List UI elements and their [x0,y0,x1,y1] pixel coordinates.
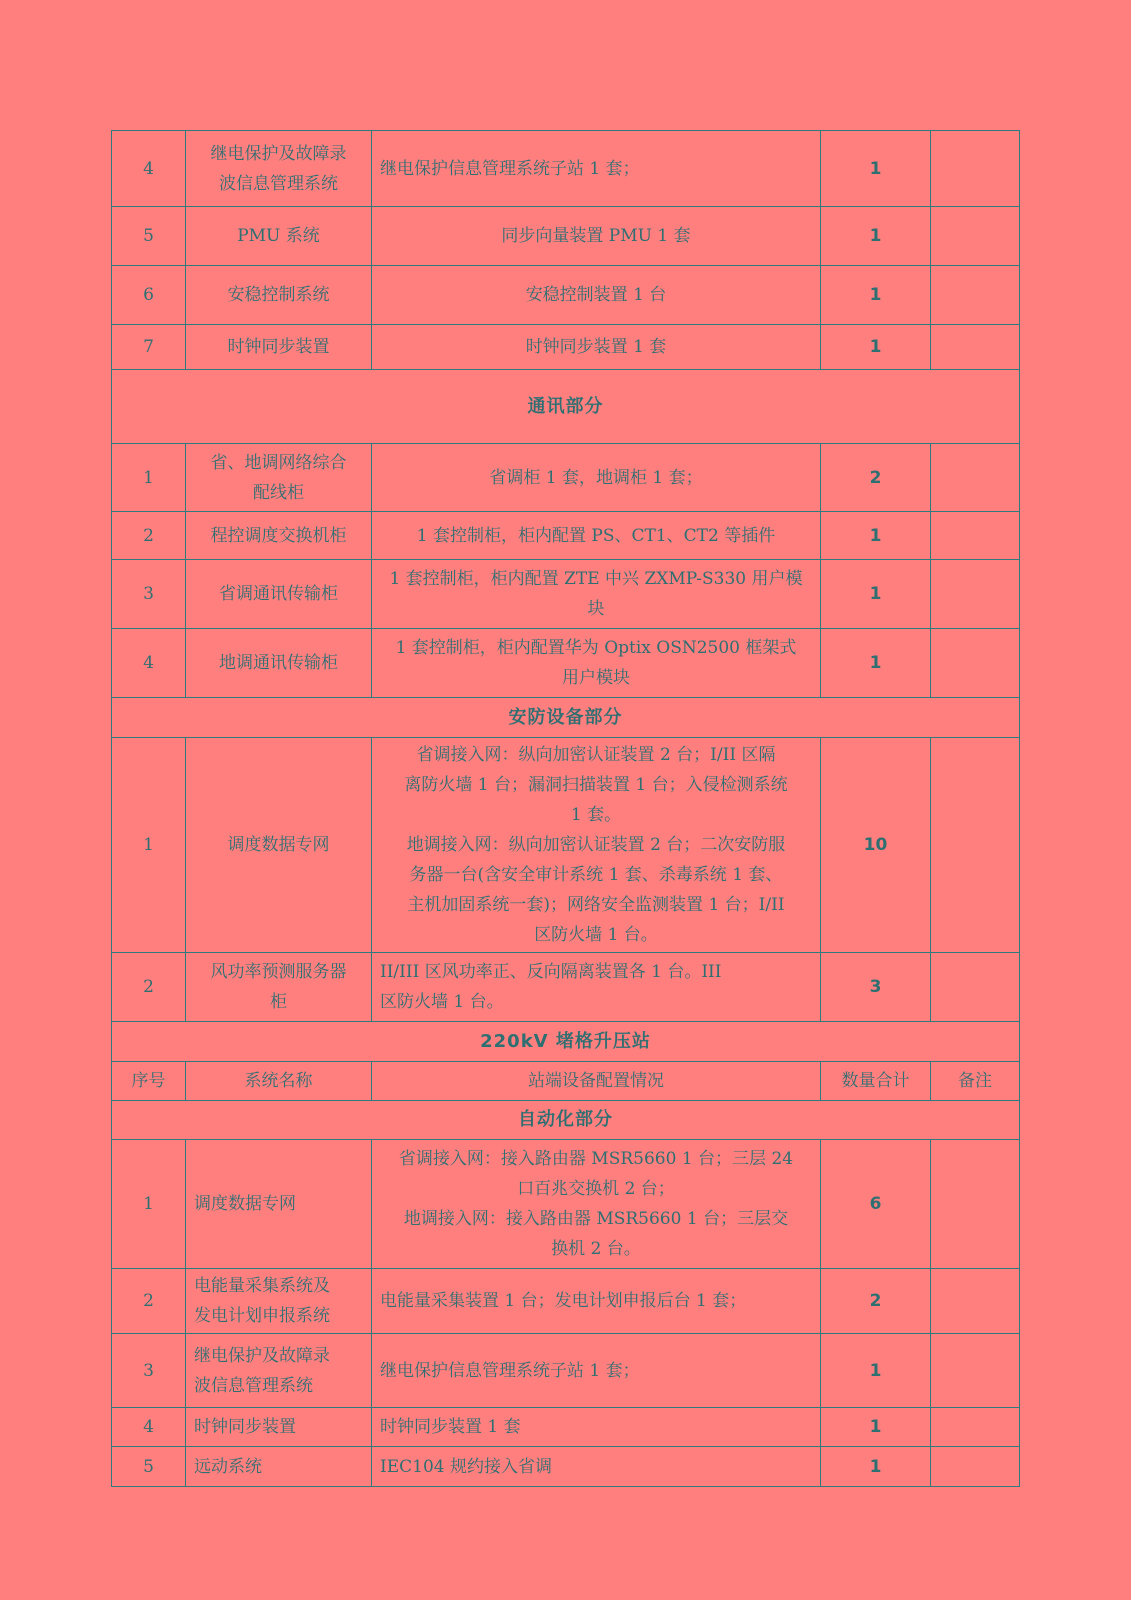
config-cell: 省调柜 1 套，地调柜 1 套； [372,444,821,512]
row-number: 5 [112,1447,186,1487]
note [931,953,1020,1022]
system-name: 继电保护及故障录 波信息管理系统 [186,131,372,207]
row-number: 7 [112,325,186,370]
quantity: 1 [821,560,931,629]
row-number: 4 [112,131,186,207]
table-row [112,1447,1020,1487]
row-number: 2 [112,1269,186,1334]
note [931,266,1020,325]
note [931,131,1020,207]
quantity: 1 [821,1447,931,1487]
note [931,1447,1020,1487]
note [931,629,1020,698]
note [931,1269,1020,1334]
note [931,444,1020,512]
note [931,738,1020,953]
quantity: 2 [821,1269,931,1334]
row-number: 4 [112,1408,186,1447]
quantity: 1 [821,629,931,698]
config-cell: II/III 区风功率正、反向隔离装置各 1 台。III 区防火墙 1 台。 [372,953,821,1022]
table-row [112,1408,1020,1447]
table-row [112,738,1020,953]
table-row [112,444,1020,512]
table-row [112,560,1020,629]
row-number: 5 [112,207,186,266]
header-name: 系统名称 [186,1062,372,1101]
row-number: 3 [112,1334,186,1408]
row-number: 4 [112,629,186,698]
config-cell: 省调接入网：纵向加密认证装置 2 台；I/II 区隔 离防火墙 1 台；漏洞扫描装置 1 台；入侵检测系统 1 套。 地调接入网：纵向加密认证装置 2 台；二次安防服 务器一台(含安全审计系统 1 套、杀毒系统 1 套、 主机加固系统一套)；网络安全监测装置 1 台；I/II 区防火墙 1 台。 [372,738,821,953]
quantity: 3 [821,953,931,1022]
system-name: 继电保护及故障录 波信息管理系统 [186,1334,372,1408]
system-name: PMU 系统 [186,207,372,266]
station-title: 220kV 堵格升压站 [112,1022,1020,1062]
system-name: 省、地调网络综合 配线柜 [186,444,372,512]
note [931,512,1020,560]
header-note: 备注 [931,1062,1020,1101]
note [931,1140,1020,1269]
quantity: 1 [821,1408,931,1447]
config-cell: 1 套控制柜，柜内配置 PS、CT1、CT2 等插件 [372,512,821,560]
config-cell: 安稳控制装置 1 台 [372,266,821,325]
system-name: 程控调度交换机柜 [186,512,372,560]
table-row [112,1269,1020,1334]
config-cell: 省调接入网：接入路由器 MSR5660 1 台；三层 24 口百兆交换机 2 台； 地调接入网：接入路由器 MSR5660 1 台；三层交 换机 2 台。 [372,1140,821,1269]
table-row [112,266,1020,325]
config-cell: 1 套控制柜，柜内配置华为 Optix OSN2500 框架式 用户模块 [372,629,821,698]
system-name: 远动系统 [186,1447,372,1487]
note [931,1334,1020,1408]
quantity: 1 [821,325,931,370]
config-cell: 1 套控制柜，柜内配置 ZTE 中兴 ZXMP-S330 用户模 块 [372,560,821,629]
system-name: 电能量采集系统及 发电计划申报系统 [186,1269,372,1334]
table-row [112,629,1020,698]
quantity: 1 [821,1334,931,1408]
table-row [112,325,1020,370]
table-row [112,1140,1020,1269]
quantity: 1 [821,266,931,325]
section-row [112,1101,1020,1140]
config-cell: 时钟同步装置 1 套 [372,325,821,370]
section-row [112,370,1020,444]
config-cell: 时钟同步装置 1 套 [372,1408,821,1447]
row-number: 2 [112,512,186,560]
header-qty: 数量合计 [821,1062,931,1101]
config-cell: 继电保护信息管理系统子站 1 套； [372,1334,821,1408]
config-cell: 同步向量装置 PMU 1 套 [372,207,821,266]
table-row [112,512,1020,560]
equipment-table [111,130,1020,1487]
quantity: 1 [821,131,931,207]
table-row [112,1334,1020,1408]
section-title-automation: 自动化部分 [112,1101,1020,1140]
quantity: 1 [821,207,931,266]
section-row [112,1022,1020,1062]
header-no: 序号 [112,1062,186,1101]
table-row [112,207,1020,266]
system-name: 时钟同步装置 [186,325,372,370]
config-cell: 继电保护信息管理系统子站 1 套； [372,131,821,207]
config-cell: IEC104 规约接入省调 [372,1447,821,1487]
row-number: 6 [112,266,186,325]
system-name: 调度数据专网 [186,738,372,953]
note [931,560,1020,629]
section-title-communication: 通讯部分 [112,370,1020,444]
quantity: 2 [821,444,931,512]
quantity: 1 [821,512,931,560]
section-title-security: 安防设备部分 [112,698,1020,738]
row-number: 2 [112,953,186,1022]
system-name: 省调通讯传输柜 [186,560,372,629]
header-config: 站端设备配置情况 [372,1062,821,1101]
row-number: 1 [112,1140,186,1269]
note [931,1408,1020,1447]
row-number: 3 [112,560,186,629]
system-name: 时钟同步装置 [186,1408,372,1447]
section-row [112,698,1020,738]
config-cell: 电能量采集装置 1 台；发电计划申报后台 1 套； [372,1269,821,1334]
quantity: 10 [821,738,931,953]
row-number: 1 [112,738,186,953]
note [931,325,1020,370]
note [931,207,1020,266]
table-row [112,953,1020,1022]
system-name: 地调通讯传输柜 [186,629,372,698]
system-name: 调度数据专网 [186,1140,372,1269]
system-name: 风功率预测服务器 柜 [186,953,372,1022]
system-name: 安稳控制系统 [186,266,372,325]
row-number: 1 [112,444,186,512]
quantity: 6 [821,1140,931,1269]
table-row [112,131,1020,207]
header-row [112,1062,1020,1101]
